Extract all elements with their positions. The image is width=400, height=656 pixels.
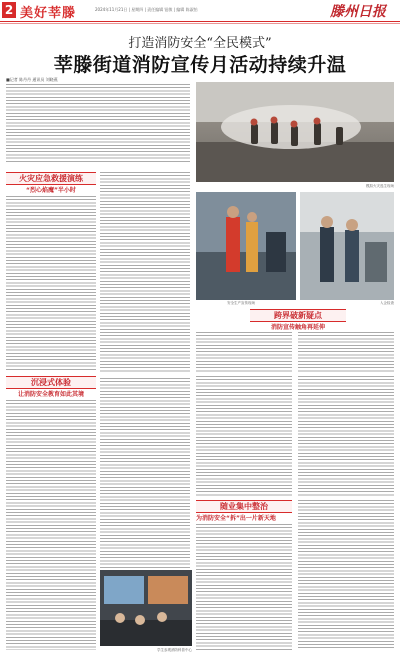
section-2-text-a [6,400,96,650]
section-header-2: 沉浸式体验 [6,376,96,389]
photo-fire-museum [100,570,192,646]
masthead-rule [0,21,400,22]
page-number: 2 [2,2,16,18]
masthead-rule-2 [0,23,400,24]
photo-safety-promo [196,192,296,300]
lead-paragraph [6,84,190,162]
masthead [0,0,400,22]
section-3-text-a [196,376,292,496]
caption-inspection: 入企检查 [380,301,394,305]
photo-fire-drill [196,82,394,182]
caption-safety-promo: 安全生产宣传现场 [227,301,255,305]
section-quote-1: “烈心焰魔”半小时 [26,187,76,194]
section-3-intro-b [298,332,394,372]
section-3-text-b [298,376,394,496]
section-4-text-a [196,524,292,650]
section-quote-4: 为消防安全“拆”出一片新天地 [196,515,276,522]
safety-promo-illustration [196,192,296,300]
article-byline: ■记者 陈丹丹 通讯员 刘晓燕 [6,77,58,82]
page-meta: 2024年11月21日 | 星期四 | 责任编辑 钮敏 | 编辑 陈淑怡 [95,7,198,12]
caption-fire-drill: 模拟火灾逃生现场 [366,184,394,188]
section-title: 美好莘滕 [20,6,77,21]
article-subhead: 打造消防安全“全民模式” [128,36,272,51]
section-1-text-b [100,172,190,372]
article-headline: 莘滕街道消防宣传月活动持续升温 [53,54,347,76]
inspection-illustration [300,192,394,300]
section-header-1: 火灾应急救援演练 [6,172,96,185]
section-quote-2: 让消防安全教育如此其境 [17,391,84,398]
caption-museum: 学生参观消防科普中心 [157,648,192,652]
newspaper-logo: 滕州日报 [330,4,386,20]
section-3-label: 跨界破新疑点 [250,309,346,322]
section-2-text-b [100,378,190,568]
section-1-text-a [6,196,96,372]
museum-illustration [100,570,192,646]
photo-enterprise-inspection [300,192,394,300]
section-3-intro-a [196,332,292,372]
section-header-4: 随业集中整治 [196,500,292,513]
section-4-text-b [298,500,394,650]
section-quote-3: 消防宣传触角再延伸 [270,324,325,331]
fire-drill-illustration [196,82,394,182]
